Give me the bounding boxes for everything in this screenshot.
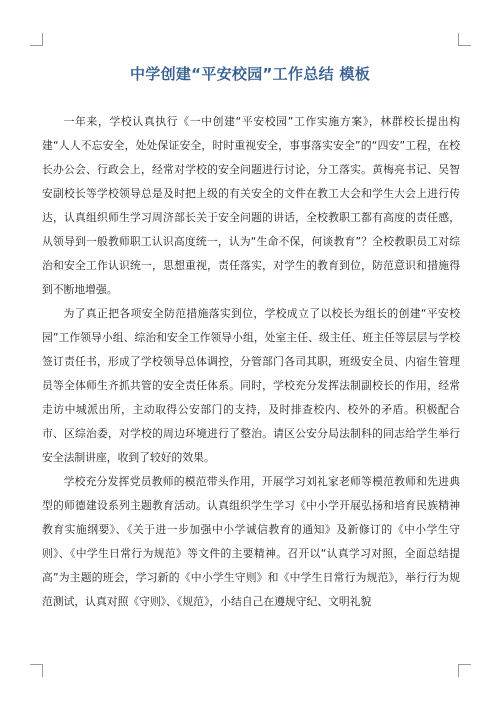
document-body xyxy=(42,110,460,614)
paragraph-1: 一年来，学校认真执行《一中创建“平安校园”工作实施方案》，林群校长提出构建“人人不忘安全，处处保证安全，时时重视安全，事事落实安全”的“四安”工程，在校长办公会、行政会上，经常对学校的安全问题进行讨论，分工落实。黄梅亮书记、吴智安副校长等学校领导总是及时把上级的有关安全的文件在教工大会和学生大会上进行传达，认真组织师生学习周济部长关于安全问题的讲话，全校教职工都有高度的责任感，从领导到一般教师职工认识高度统一，认为“生命不保，何谈教育”？全校教职员工对综治和安全工作认识统一，思想重视，责任落实，对学生的教育到位，防范意识和措施得到不断地增强。 xyxy=(42,115,460,296)
document-title: 中学创建“平安校园”工作总结 模板 xyxy=(129,65,371,83)
crop-mark-bottom-right xyxy=(458,664,471,677)
crop-mark-bottom-left xyxy=(30,664,43,677)
crop-mark-top-left xyxy=(30,33,43,46)
paragraph-2: 为了真正把各项安全防范措施落实到位，学校成立了以校长为组长的创建“平安校园”工作领导小组、综治和安全工作领导小组，处室主任、级主任、班主任等层层与学校签订责任书，形成了学校领导总体调控，分管部门各司其职，班级安全员、内宿生管理员等全体师生齐抓共管的安全责任体系。同时，学校充分发挥法制副校长的作用，经常走访中城派出所，主动取得公安部门的支持，及时排查校内、校外的矛盾。积极配合市、区综治委，对学校的周边环境进行了整治。请区公安分局法制科的同志给学生举行安全法制讲座，收到了较好的效果。 xyxy=(42,307,460,464)
crop-mark-top-right xyxy=(458,33,471,46)
paragraph-3: 学校充分发挥党员教师的模范带头作用，开展学习刘礼家老师等模范教师和先进典型的师德建设系列主题教育活动。认真组织学生学习《中小学开展弘扬和培育民族精神教育实施纲要》、《关于进一步加强中小学诚信教育的通知》及新修订的《中小学生守则》、《中学生日常行为规范》等文件的主要精神。召开以“认真学习对照，全面总结提高”为主题的班会，学习新的《中小学生守则》和《中学生日常行为规范》，举行行为规范测试，认真对照《守则》、《规范》，小结自己在遵规守纪、文明礼貌 xyxy=(42,475,460,608)
